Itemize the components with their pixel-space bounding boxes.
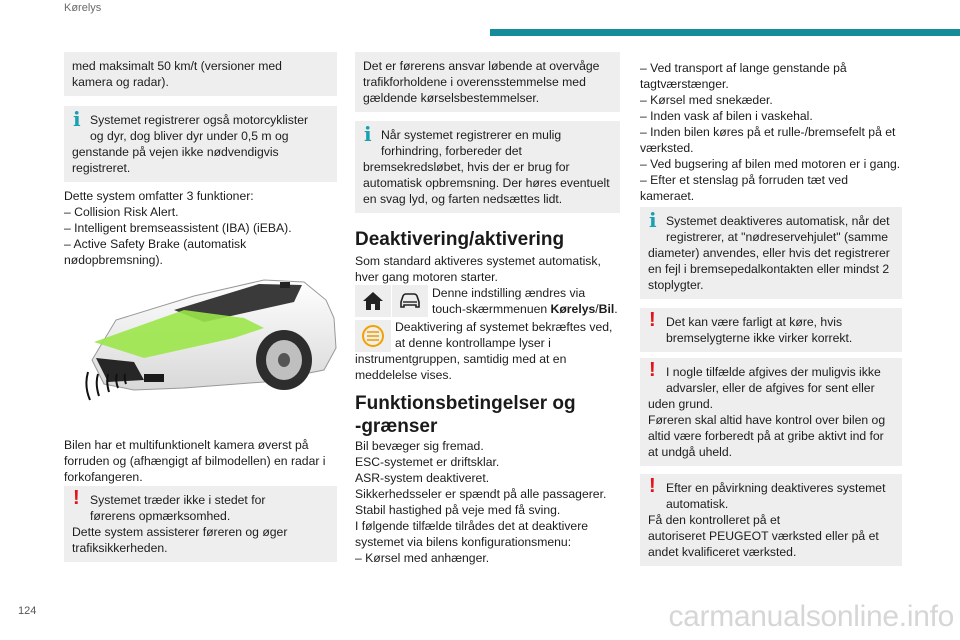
warning-mark-icon: !	[649, 309, 656, 331]
text-line: forkofangeren.	[64, 470, 143, 484]
info-box	[64, 106, 337, 182]
text-line: trafikforholdene i overensstemmelse med	[363, 75, 586, 89]
warning-mark-icon: !	[649, 359, 656, 381]
menu-name: Kørelys	[550, 302, 596, 316]
text-line: – Active Safety Brake (automatisk	[64, 237, 247, 251]
text-line: trafiksikkerheden.	[72, 541, 168, 555]
section-heading: Deaktivering/aktivering	[355, 229, 565, 250]
info-mark-icon: i	[73, 107, 81, 131]
text-fragment: /	[595, 302, 599, 316]
warning-mark-icon: !	[649, 475, 656, 497]
text-line: bremsekredsløbet, hvis der er brug for	[363, 160, 570, 174]
text-line: kameraet.	[640, 189, 695, 203]
text-line: Det er førerens ansvar løbende at overvåge	[363, 59, 600, 73]
text-line: systemet via bilens konfigurationsmenu:	[355, 535, 572, 549]
car-illustration	[64, 270, 339, 420]
lamp-text-continued	[355, 351, 625, 383]
text-line: tagtværstænger.	[640, 77, 729, 91]
text-line: instrumentgruppen, samtidig med at en	[355, 352, 567, 366]
text-line: stoplygter.	[648, 278, 704, 292]
text-line: Deaktivering af systemet bekræftes ved,	[395, 320, 613, 334]
text-line: en svag lyd, og farten nedsættes lidt.	[363, 192, 563, 206]
text-line: Sikkerhedsseler er spændt på alle passagerer.	[355, 487, 607, 501]
heading-line: Funktionsbetingelser og	[355, 393, 576, 414]
page-header	[0, 0, 960, 40]
text-line: en fejl i bremsepedalkontakten eller mindst 2	[648, 262, 890, 276]
warning-box	[640, 308, 902, 352]
text-line: Få den kontrolleret på et	[648, 513, 781, 527]
text-line: Dette system assisterer føreren og øger	[72, 525, 288, 539]
text-line: at denne kontrollampe lyser i	[395, 336, 551, 350]
text-line: Dette system omfatter 3 funktioner:	[64, 189, 254, 203]
text-line: – Inden vask af bilen i vaskehal.	[640, 109, 813, 123]
text-line: at undgå uheld.	[648, 445, 733, 459]
text-line: – Inden bilen køres på et rulle-/bremsefelt på et	[640, 125, 896, 139]
info-box	[355, 121, 620, 213]
text-line: I nogle tilfælde afgives der muligvis ikke	[666, 365, 881, 379]
text-line: diameter) anvendes, eller hvis det registrerer	[648, 246, 890, 260]
text-line: – Kørsel med anhænger.	[355, 551, 490, 565]
menu-path-text	[432, 285, 627, 317]
camera-radar-text	[64, 437, 344, 485]
text-line: meddelelse vises.	[355, 368, 452, 382]
warning-box	[64, 486, 337, 562]
text-fragment: .	[614, 302, 618, 316]
text-line: Bilen har et multifunktionelt kamera øverst på	[64, 438, 309, 452]
text-line: – Collision Risk Alert.	[64, 205, 179, 219]
text-line: Efter en påvirkning deaktiveres systemet	[666, 481, 886, 495]
text-line: Bil bevæger sig fremad.	[355, 439, 484, 453]
lamp-text	[395, 319, 625, 351]
text-line: gældende kørselsbestemmelser.	[363, 91, 540, 105]
text-line: Når systemet registrerer en mulig	[381, 128, 562, 142]
text-line: forhindring, forbereder det	[381, 144, 522, 158]
info-box	[640, 207, 902, 299]
text-line: nødopbremsning).	[64, 253, 163, 267]
collision-warning-lamp-icon	[355, 320, 391, 352]
text-line: Stabil hastighed på veje med få sving.	[355, 503, 561, 517]
text-line: andet kvalificeret værksted.	[648, 545, 797, 559]
text-line	[432, 301, 627, 317]
text-line: automatisk.	[666, 497, 729, 511]
functions-list	[64, 188, 344, 268]
text-line: Føreren skal altid have kontrol over bilen og	[648, 413, 886, 427]
text-line: forruden og (afhængigt af bilmodellen) en radar i	[64, 454, 326, 468]
text-line: advarsler, eller de afgives for sent eller	[666, 381, 875, 395]
text-line: bremselygterne ikke virker korrekt.	[666, 331, 853, 345]
text-line: – Efter et stenslag på forruden tæt ved	[640, 173, 848, 187]
header-accent-bar	[490, 29, 960, 36]
text-line: uden grund.	[648, 397, 714, 411]
section-heading	[355, 392, 576, 438]
text-line: registreret.	[72, 161, 131, 175]
text-line: Systemet deaktiveres automatisk, når det	[666, 214, 890, 228]
text-line: førerens opmærksomhed.	[90, 509, 231, 523]
page-number: 124	[18, 605, 37, 617]
car-icon	[392, 285, 428, 317]
text-line: automatisk opbremsning. Der høres eventuelt	[363, 176, 610, 190]
text-line: Denne indstilling ændres via	[432, 286, 586, 300]
text-fragment: touch-skærmmenuen	[432, 302, 551, 316]
text-box	[64, 52, 337, 96]
info-mark-icon: i	[649, 208, 657, 232]
text-line: værksted.	[640, 141, 694, 155]
text-line: I følgende tilfælde tilrådes det at deaktivere	[355, 519, 589, 533]
text-line: altid være forberedt på at gribe aktivt ind for	[648, 429, 884, 443]
text-line: genstande på vejen ikke nødvendigvis	[72, 145, 279, 159]
text-line: registrerer, at "nødreservehjulet" (samme	[666, 230, 889, 244]
text-line: Som standard aktiveres systemet automatisk,	[355, 254, 601, 268]
warning-box	[640, 358, 902, 466]
text-box	[355, 52, 620, 112]
text-line: ESC-systemet er driftsklar.	[355, 455, 500, 469]
home-icon	[355, 285, 391, 317]
info-mark-icon: i	[364, 122, 372, 146]
text-line: hver gang motoren starter.	[355, 270, 498, 284]
text-line: – Intelligent bremseassistent (IBA) (iEBA).	[64, 221, 292, 235]
text-line: Det kan være farligt at køre, hvis	[666, 315, 843, 329]
heading-line: -grænser	[355, 416, 438, 437]
text-line: med maksimalt 50 km/t (versioner med	[72, 59, 282, 73]
text-line: ASR-system deaktiveret.	[355, 471, 490, 485]
text-line: – Ved transport af lange genstande på	[640, 61, 847, 75]
menu-name: Bil	[598, 302, 615, 316]
conditions-list	[355, 438, 625, 566]
text-line: kamera og radar).	[72, 75, 169, 89]
text-line: – Kørsel med snekæder.	[640, 93, 773, 107]
text-line: autoriseret PEUGEOT værksted eller på et	[648, 529, 879, 543]
deactivation-text	[355, 253, 625, 285]
warning-box	[640, 474, 902, 566]
deactivation-cases-list	[640, 60, 910, 204]
watermark-url: carmanualsonline.info	[668, 600, 954, 633]
text-line: – Ved bugsering af bilen med motoren er i gang.	[640, 157, 901, 171]
section-title: Kørelys	[64, 2, 102, 14]
text-line: og dyr, dog bliver dyr under 0,5 m og	[90, 129, 289, 143]
text-line: Systemet træder ikke i stedet for	[90, 493, 266, 507]
text-line: Systemet registrerer også motorcyklister	[90, 113, 309, 127]
warning-mark-icon: !	[73, 487, 80, 509]
